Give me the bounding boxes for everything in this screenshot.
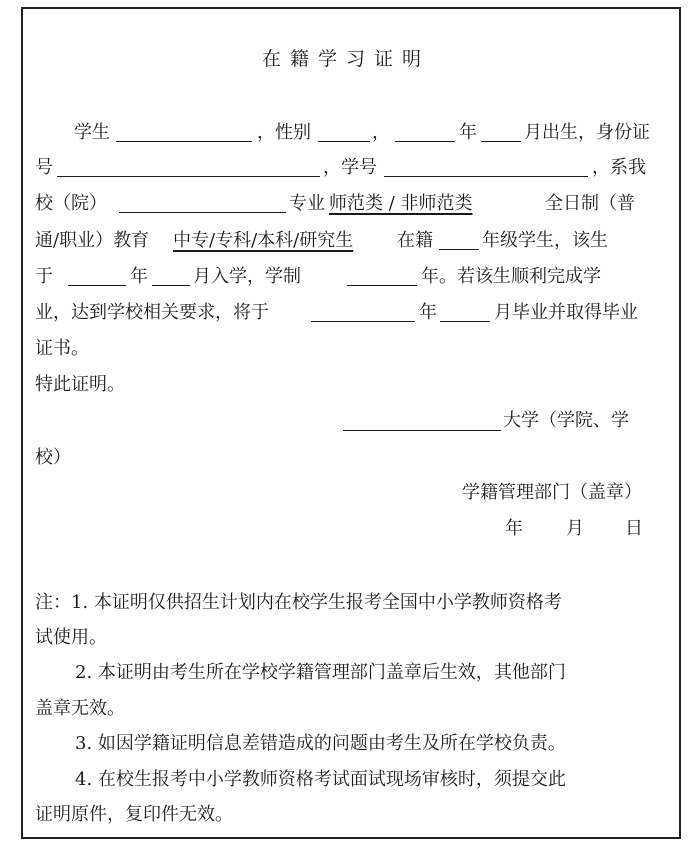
- date-day-label: 日: [625, 518, 643, 539]
- graduation-year-label: 年: [419, 302, 437, 323]
- note-4: 4. 在校生报考中小学教师资格考试面试现场审核时，须提交此: [75, 769, 566, 790]
- gender-label: ，性别: [257, 122, 311, 143]
- department-of-label: ，系我: [592, 157, 646, 178]
- university-label-cont: 校）: [35, 447, 71, 468]
- duration-blank[interactable]: [347, 285, 417, 286]
- fulltime-label: 全日制（普: [545, 193, 635, 214]
- student-name-blank[interactable]: [116, 141, 252, 142]
- graduation-year-blank[interactable]: [311, 321, 415, 322]
- enrolled-label: 在籍: [397, 230, 433, 251]
- education-type-label: 通/职业）教育: [35, 230, 150, 251]
- note-3: 3. 如因学籍证明信息差错造成的问题由考生及所在学校负责。: [75, 733, 566, 754]
- entry-year-label: 年: [130, 266, 148, 287]
- note-4-cont: 证明原件，复印件无效。: [35, 804, 233, 825]
- entry-duration-label: 月入学，学制: [193, 266, 301, 287]
- comma: ，: [372, 122, 390, 143]
- completion-text: 年。若该生顺利完成学: [421, 266, 601, 287]
- graduation-month-label: 月毕业并取得毕业: [494, 302, 638, 323]
- hereby-certify: 特此证明。: [35, 374, 125, 395]
- birth-year-label: 年: [459, 122, 477, 143]
- student-number-blank[interactable]: [384, 176, 588, 177]
- date-month-label: 月: [566, 518, 584, 539]
- id-number-blank[interactable]: [57, 176, 320, 177]
- education-level-options: 中专/专科/本科/研究生: [173, 230, 354, 251]
- university-label: 大学（学院、学: [503, 410, 629, 431]
- document-title: 在籍学习证明: [262, 48, 431, 70]
- id-number-label: 号: [35, 157, 53, 178]
- birth-year-blank[interactable]: [395, 141, 455, 142]
- major-label: 专业: [289, 193, 325, 214]
- date-year-label: 年: [505, 518, 523, 539]
- grade-blank[interactable]: [439, 249, 479, 250]
- birth-id-label: 月出生，身份证: [524, 122, 650, 143]
- note-2-cont: 盖章无效。: [35, 698, 125, 719]
- entry-year-blank[interactable]: [68, 285, 126, 286]
- student-label: 学生: [74, 122, 110, 143]
- school-label: 校（院）: [35, 193, 107, 214]
- note-1: 注：1. 本证明仅供招生计划内在校学生报考全国中小学教师资格考: [35, 592, 562, 613]
- graduation-text: 业，达到学校相关要求，将于: [35, 302, 269, 323]
- certificate-text: 证书。: [35, 338, 89, 359]
- note-1-cont: 试使用。: [35, 627, 107, 648]
- school-blank[interactable]: [119, 212, 286, 213]
- student-number-label: ，学号: [323, 157, 377, 178]
- note-2: 2. 本证明由考生所在学校学籍管理部门盖章后生效，其他部门: [75, 662, 566, 683]
- department-seal-label: 学籍管理部门（盖章）: [462, 482, 642, 503]
- category-options: 师范类 / 非师范类: [329, 193, 473, 214]
- grade-label: 年级学生，该生: [482, 230, 608, 251]
- university-blank[interactable]: [343, 430, 501, 431]
- birth-month-blank[interactable]: [481, 141, 521, 142]
- gender-blank[interactable]: [318, 141, 370, 142]
- since-label: 于: [35, 266, 53, 287]
- entry-month-blank[interactable]: [152, 285, 190, 286]
- graduation-month-blank[interactable]: [440, 321, 490, 322]
